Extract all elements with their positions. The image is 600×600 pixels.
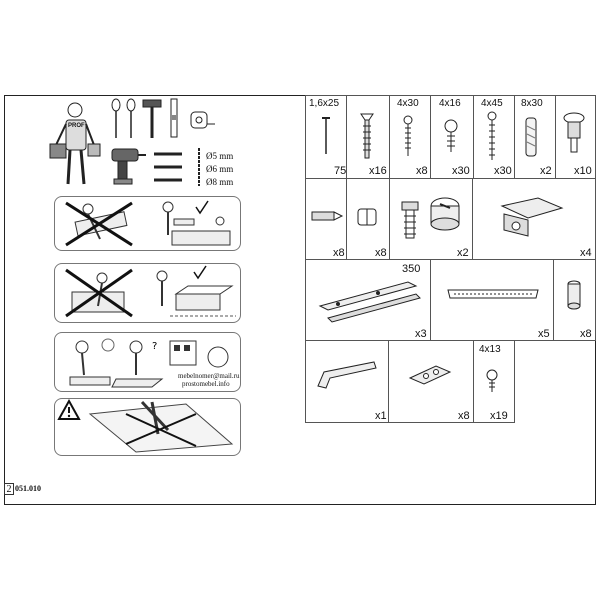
qty-label: 75: [334, 165, 347, 177]
qty-label: x2: [457, 247, 469, 259]
svg-text:?: ?: [152, 341, 158, 352]
qty-label: x30: [494, 165, 512, 177]
size-label: 4x30: [397, 98, 419, 109]
screw-4x45-icon: [486, 112, 498, 162]
document-code: 051.010: [15, 484, 41, 493]
size-label: 350: [402, 263, 421, 275]
warning-triangle-icon: [58, 400, 80, 420]
drawer-runner-icon: [318, 276, 422, 326]
qty-label: x8: [333, 247, 345, 259]
bit-size-6: Ø6 mm: [206, 164, 234, 174]
correct-lifting-illustration: [158, 199, 236, 249]
helpline-email: mebelnomer@mail.ru: [178, 372, 240, 380]
qty-label: x1: [375, 410, 387, 422]
size-label: 8x30: [521, 98, 543, 109]
qty-label: x16: [369, 165, 387, 177]
screwdriver-flat-icon: [125, 98, 137, 140]
cam-bushing-icon: [354, 205, 380, 229]
qty-label: x30: [452, 165, 470, 177]
qty-label: x4: [580, 247, 592, 259]
page-number: 2: [4, 483, 14, 495]
tape-measure-icon: [190, 110, 216, 130]
corner-plate-icon: [406, 362, 454, 388]
shelf-support-icon: [562, 112, 586, 154]
screwdriver-phillips-icon: [110, 98, 122, 140]
furniture-leg-icon: [565, 280, 583, 312]
wrong-floor-illustration: [62, 266, 136, 321]
qty-label: x2: [540, 165, 552, 177]
screw-4x13-icon: [484, 370, 500, 394]
qty-label: x8: [458, 410, 470, 422]
qty-label: x8: [580, 328, 592, 340]
worker-cap-text: PROF: [68, 123, 85, 129]
handle-icon: [446, 284, 540, 306]
size-label: 4x13: [479, 344, 501, 355]
qty-label: x19: [490, 410, 508, 422]
qty-label: x8: [416, 165, 428, 177]
hinge-icon: [498, 196, 566, 240]
bit-size-8: Ø8 mm: [206, 177, 234, 187]
nail-icon: [320, 116, 332, 156]
screw-4x16-icon: [438, 120, 464, 154]
size-label: 1,6x25: [309, 98, 340, 109]
correct-floor-illustration: [150, 266, 238, 321]
wood-dowel-icon: [524, 116, 538, 158]
size-label: 4x16: [439, 98, 461, 109]
do-not-step-illustration: [86, 400, 236, 454]
cam-lock-icon: [428, 196, 462, 232]
wrong-lifting-illustration: [62, 199, 136, 249]
drill-bit-icon: [194, 147, 204, 187]
worker-icon: [48, 100, 103, 188]
screw-4x30-icon: [402, 116, 414, 158]
level-icon: [168, 98, 180, 138]
cam-bolt-icon: [398, 200, 422, 240]
phone-person-illustration: [112, 335, 172, 389]
helpline-site: prostomebel.info: [182, 380, 230, 388]
bit-size-5: Ø5 mm: [206, 151, 234, 161]
hammer-icon: [140, 98, 164, 140]
qty-label: x8: [375, 247, 387, 259]
hex-key-icon: [314, 358, 380, 390]
bits-icon: [152, 148, 192, 186]
size-label: 4x45: [481, 98, 503, 109]
dowel-pin-icon: [310, 208, 344, 224]
qty-label: x10: [574, 165, 592, 177]
confirmat-screw-icon: [360, 112, 374, 160]
drill-icon: [108, 145, 148, 185]
qty-label: x5: [538, 328, 550, 340]
qty-label: x3: [415, 328, 427, 340]
